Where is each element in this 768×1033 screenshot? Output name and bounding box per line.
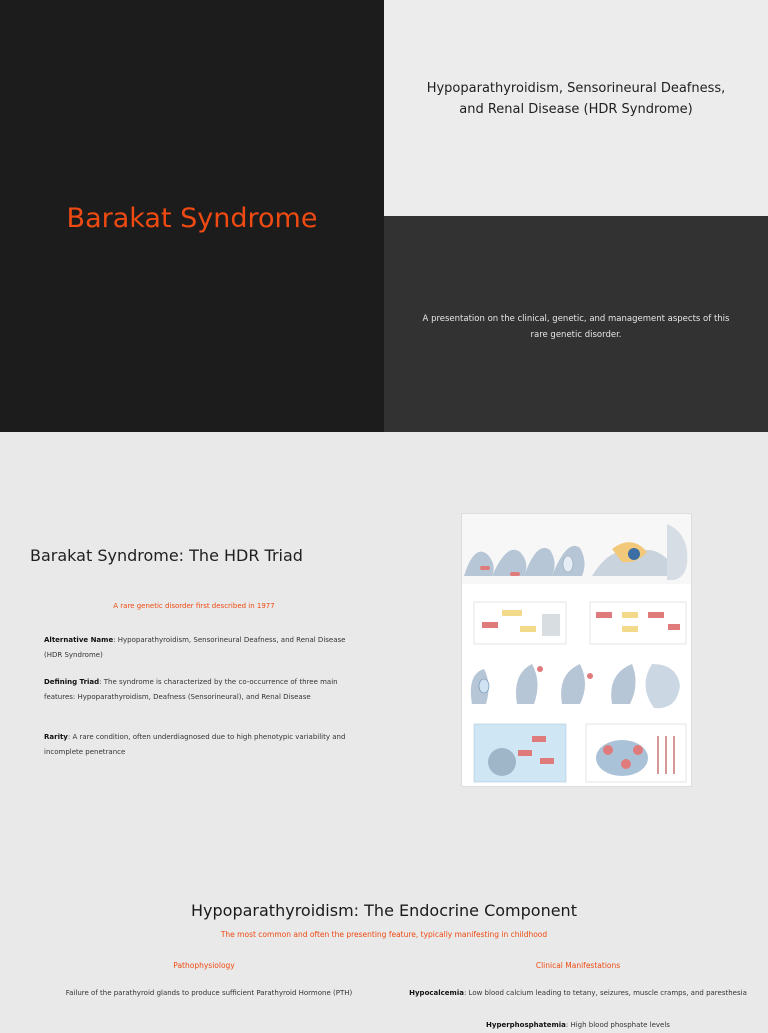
item-text: : High blood phosphate levels bbox=[565, 1021, 670, 1029]
hyperphosphatemia-item bbox=[392, 1018, 764, 1033]
hypoparathyroidism-slide bbox=[0, 864, 768, 1029]
figure-illustration bbox=[462, 514, 691, 786]
item-text: : Low blood calcium leading to tetany, seizures, muscle cramps, and paresthesia bbox=[463, 989, 747, 997]
rarity-item bbox=[44, 730, 354, 760]
slide-title: Hypoparathyroidism: The Endocrine Component bbox=[191, 901, 577, 920]
presentation-description: A presentation on the clinical, genetic, and management aspects of this rare genetic disorder. bbox=[422, 314, 730, 340]
item-label: Defining Triad bbox=[44, 678, 100, 686]
hdr-triad-slide bbox=[0, 432, 768, 864]
hdr-anatomy-figure bbox=[461, 513, 692, 787]
item-text: : Hypoparathyroidism, Sensorineural Deafness, and Renal Disease (HDR Syndrome) bbox=[44, 636, 346, 659]
pathophysiology-heading: Pathophysiology bbox=[173, 961, 235, 970]
title-panel bbox=[0, 0, 384, 432]
item-text: : The syndrome is characterized by the co-occurrence of three main features: Hypoparathyroidism, Deafness (Sensorineural), and Renal Disease bbox=[44, 678, 338, 701]
slide-tagline: A rare genetic disorder first described in 1977 bbox=[113, 602, 275, 610]
title-slide bbox=[0, 0, 768, 432]
item-label: Rarity bbox=[44, 733, 68, 741]
hypocalcemia-item bbox=[392, 986, 764, 1001]
description-panel bbox=[384, 216, 768, 432]
pathophysiology-text: Failure of the parathyroid glands to produce sufficient Parathyroid Hormone (PTH) bbox=[65, 989, 353, 997]
presentation-title: Barakat Syndrome bbox=[66, 203, 318, 234]
slide-tagline: The most common and often the presenting feature, typically manifesting in childhood bbox=[220, 930, 548, 939]
item-label: Alternative Name bbox=[44, 636, 114, 644]
slide-title: Barakat Syndrome: The HDR Triad bbox=[30, 546, 303, 565]
clinical-manifestations-heading: Clinical Manifestations bbox=[535, 961, 621, 970]
presentation-subtitle: Hypoparathyroidism, Sensorineural Deafness, and Renal Disease (HDR Syndrome) bbox=[426, 81, 726, 117]
subtitle-panel bbox=[384, 0, 768, 216]
alternative-name-item bbox=[44, 633, 354, 663]
item-text: : A rare condition, often underdiagnosed due to high phenotypic variability and incomplete penetrance bbox=[44, 733, 346, 756]
item-label: Hyperphosphatemia bbox=[486, 1021, 566, 1029]
defining-triad-item bbox=[44, 675, 354, 705]
item-label: Hypocalcemia bbox=[409, 989, 464, 997]
